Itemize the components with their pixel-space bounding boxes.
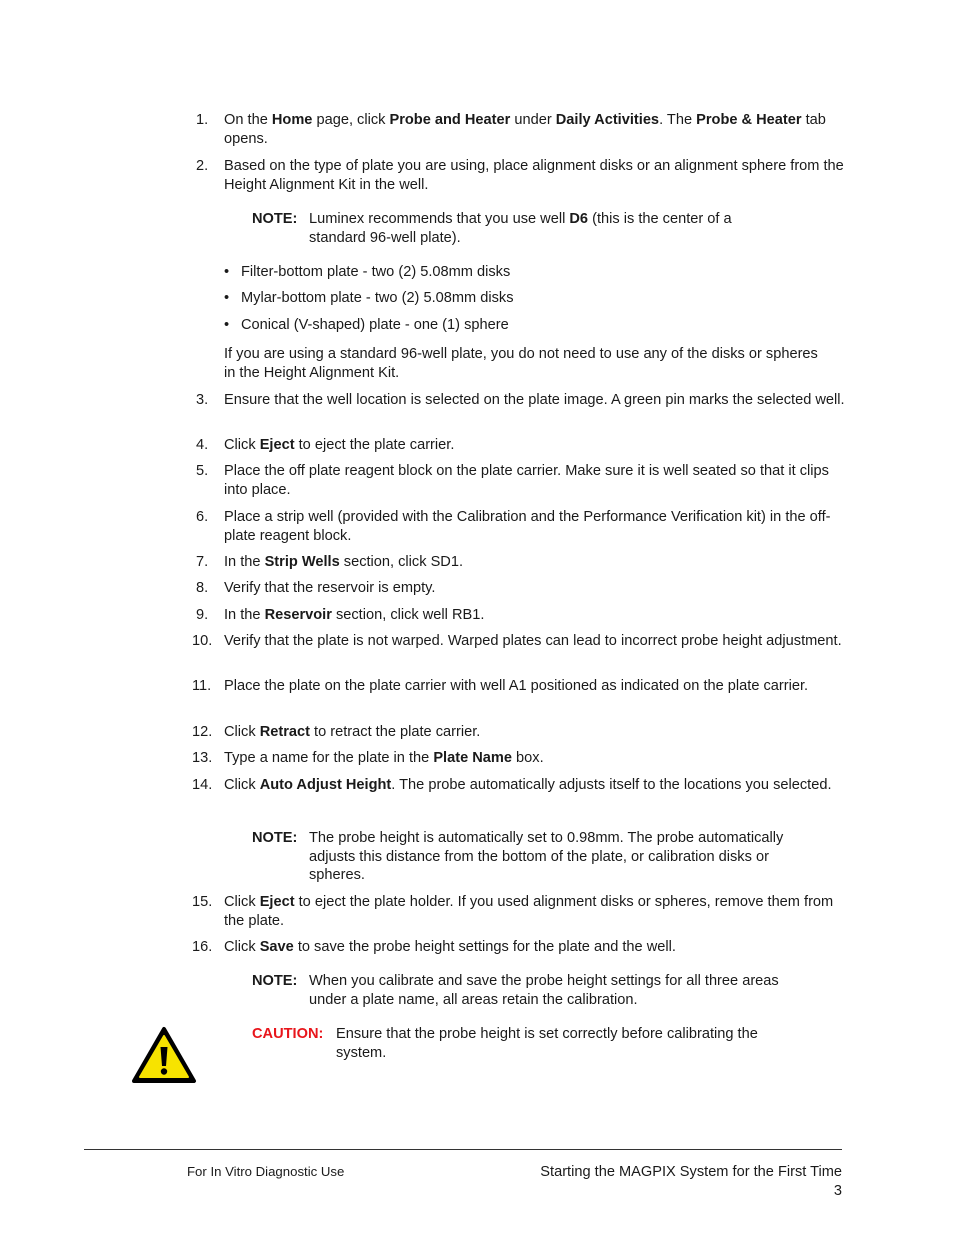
text-run: Place a strip well (provided with the Calibration and the Performance Verification kit) in the off-plate reagent block.: [224, 509, 831, 544]
step-12: [192, 723, 846, 742]
text-run: to retract the plate carrier.: [309, 724, 481, 740]
step-number: 14.: [192, 777, 213, 793]
footer-section-title: Starting the MAGPIX System for the First Time: [540, 1164, 842, 1180]
text-run: under: [510, 112, 556, 128]
text-run: Verify that the plate is not warped. Warped plates can lead to incorrect probe height adjustment.: [224, 633, 842, 649]
bullet-dot: •: [224, 317, 230, 333]
step-number: 5.: [196, 463, 209, 479]
text-run: On the: [224, 112, 272, 128]
footer-divider: [84, 1149, 842, 1150]
step-number: 15.: [192, 894, 213, 910]
caution-label: CAUTION:: [252, 1026, 324, 1042]
note-text: [309, 829, 792, 885]
bold-term: Daily Activities: [555, 112, 660, 128]
bold-term: Strip Wells: [264, 554, 340, 570]
step-1: [196, 111, 846, 148]
text-run: Place the plate on the plate carrier with well A1 positioned as indicated on the plate carrier.: [224, 678, 809, 694]
note-label: NOTE:: [252, 830, 298, 846]
step-text: [224, 553, 846, 572]
step-text: [224, 462, 846, 499]
bullet-dot: •: [224, 290, 230, 306]
bold-term: D6: [569, 211, 589, 227]
text-run: In the: [224, 554, 265, 570]
text-run: to eject the plate carrier.: [294, 437, 455, 453]
step-number: 16.: [192, 939, 213, 955]
bold-term: Eject: [259, 437, 295, 453]
text-run: Click: [224, 437, 260, 453]
text-run: . The: [659, 112, 697, 128]
step-text: [224, 723, 846, 742]
caution-block: [252, 1025, 792, 1062]
text-run: Luminex recommends that you use well: [309, 211, 570, 227]
footer-left-text: For In Vitro Diagnostic Use: [187, 1164, 345, 1179]
step-9: [196, 606, 846, 625]
bold-term: Auto Adjust Height: [259, 777, 392, 793]
step-text: [224, 606, 846, 625]
bullet-text: Conical (V-shaped) plate - one (1) sphere: [241, 317, 509, 333]
bullet-item: [224, 316, 509, 335]
text-run: page, click: [312, 112, 390, 128]
step-number: 8.: [196, 580, 209, 596]
text-run: Click: [224, 939, 260, 955]
step-number: 2.: [196, 158, 209, 174]
text-run: to eject the plate holder. If you used alignment disks or spheres, remove them from the plate.: [224, 894, 834, 929]
text-run: Click: [224, 894, 260, 910]
bullet-text: Mylar-bottom plate - two (2) 5.08mm disks: [241, 290, 514, 306]
step-number: 3.: [196, 392, 209, 408]
step-number: 13.: [192, 750, 213, 766]
footer-right: [540, 1163, 842, 1200]
step-text: [224, 893, 846, 930]
text-run: Verify that the reservoir is empty.: [224, 580, 436, 596]
note-label: NOTE:: [252, 973, 298, 989]
step-text: [224, 632, 846, 651]
step-7: [196, 553, 846, 572]
bullet-item: [224, 263, 510, 282]
text-run: (this is the center of a standard 96-well plate).: [309, 211, 732, 246]
bold-term: Retract: [259, 724, 310, 740]
step-16: [192, 938, 846, 957]
bold-term: Probe & Heater: [696, 112, 802, 128]
step-text: [224, 776, 846, 795]
text-run: box.: [512, 750, 544, 766]
text-run: Click: [224, 777, 260, 793]
step-text: [224, 111, 846, 148]
text-run: The probe height is automatically set to 0.98mm. The probe automatically adjusts this distance from the bottom of the plate, or calibration disks or spheres.: [309, 830, 784, 883]
step-number: 6.: [196, 509, 209, 525]
bullet-text: Filter-bottom plate - two (2) 5.08mm disks: [241, 264, 511, 280]
bold-term: Home: [271, 112, 313, 128]
text-run: Type a name for the plate in the: [224, 750, 434, 766]
step-number: 12.: [192, 724, 213, 740]
bold-term: Save: [259, 939, 294, 955]
step-number: 10.: [192, 633, 213, 649]
text-run: In the: [224, 607, 265, 623]
step-2: [196, 157, 846, 194]
step-text: [224, 677, 846, 696]
text-run: tab opens.: [224, 112, 826, 147]
step-13: [192, 749, 846, 768]
bold-term: Reservoir: [264, 607, 332, 623]
step-number: 9.: [196, 607, 209, 623]
standard-plate-paragraph: If you are using a standard 96-well plate, you do not need to use any of the disks or spheres in the Height Alignment Kit.: [224, 346, 818, 381]
step-text: [224, 508, 846, 545]
step-15: [192, 893, 846, 930]
text-run: Place the off plate reagent block on the plate carrier. Make sure it is well seated so that it clips into place.: [224, 463, 829, 498]
text-run: When you calibrate and save the probe height settings for all three areas under a plate name, all areas retain the calibration.: [309, 973, 779, 1008]
note-d6: [252, 210, 792, 247]
text-run: Ensure that the well location is selected on the plate image. A green pin marks the selected well.: [224, 392, 845, 408]
step-number: 4.: [196, 437, 209, 453]
text-run: . The probe automatically adjusts itself to the locations you selected.: [391, 777, 832, 793]
text-run: Based on the type of plate you are using, place alignment disks or an alignment sphere from the Height Alignment Kit in the well.: [224, 158, 844, 193]
note-text: [309, 972, 792, 1009]
text-run: section, click well RB1.: [331, 607, 485, 623]
step-text: [224, 938, 846, 957]
note-probe-height: [252, 829, 792, 885]
text-run: Click: [224, 724, 260, 740]
step-text: [224, 749, 846, 768]
step-8: [196, 579, 846, 598]
note-text: [309, 210, 792, 247]
bold-term: Probe and Heater: [389, 112, 511, 128]
bold-term: Plate Name: [433, 750, 512, 766]
bullet-item: [224, 289, 514, 308]
step-text: [224, 579, 846, 598]
step-text: [224, 436, 846, 455]
step-14: [192, 776, 846, 795]
note-label: NOTE:: [252, 211, 298, 227]
caution-text: Ensure that the probe height is set correctly before calibrating the system.: [336, 1026, 758, 1061]
step-10: [192, 632, 846, 651]
step-number: 1.: [196, 112, 209, 128]
warning-triangle-icon: [131, 1026, 197, 1085]
page-number: 3: [833, 1182, 842, 1199]
step-text: [224, 157, 846, 194]
bold-term: Eject: [259, 894, 295, 910]
step-number: 7.: [196, 554, 209, 570]
text-run: section, click SD1.: [339, 554, 464, 570]
bullet-dot: •: [224, 264, 230, 280]
text-run: to save the probe height settings for the plate and the well.: [293, 939, 676, 955]
note-calibration: [252, 972, 792, 1009]
step-11: [192, 677, 846, 696]
step-3: [196, 391, 846, 410]
step-text: [224, 391, 846, 410]
step-4: [196, 436, 846, 455]
step-5: [196, 462, 846, 499]
step-number: 11.: [192, 678, 212, 694]
step-6: [196, 508, 846, 545]
